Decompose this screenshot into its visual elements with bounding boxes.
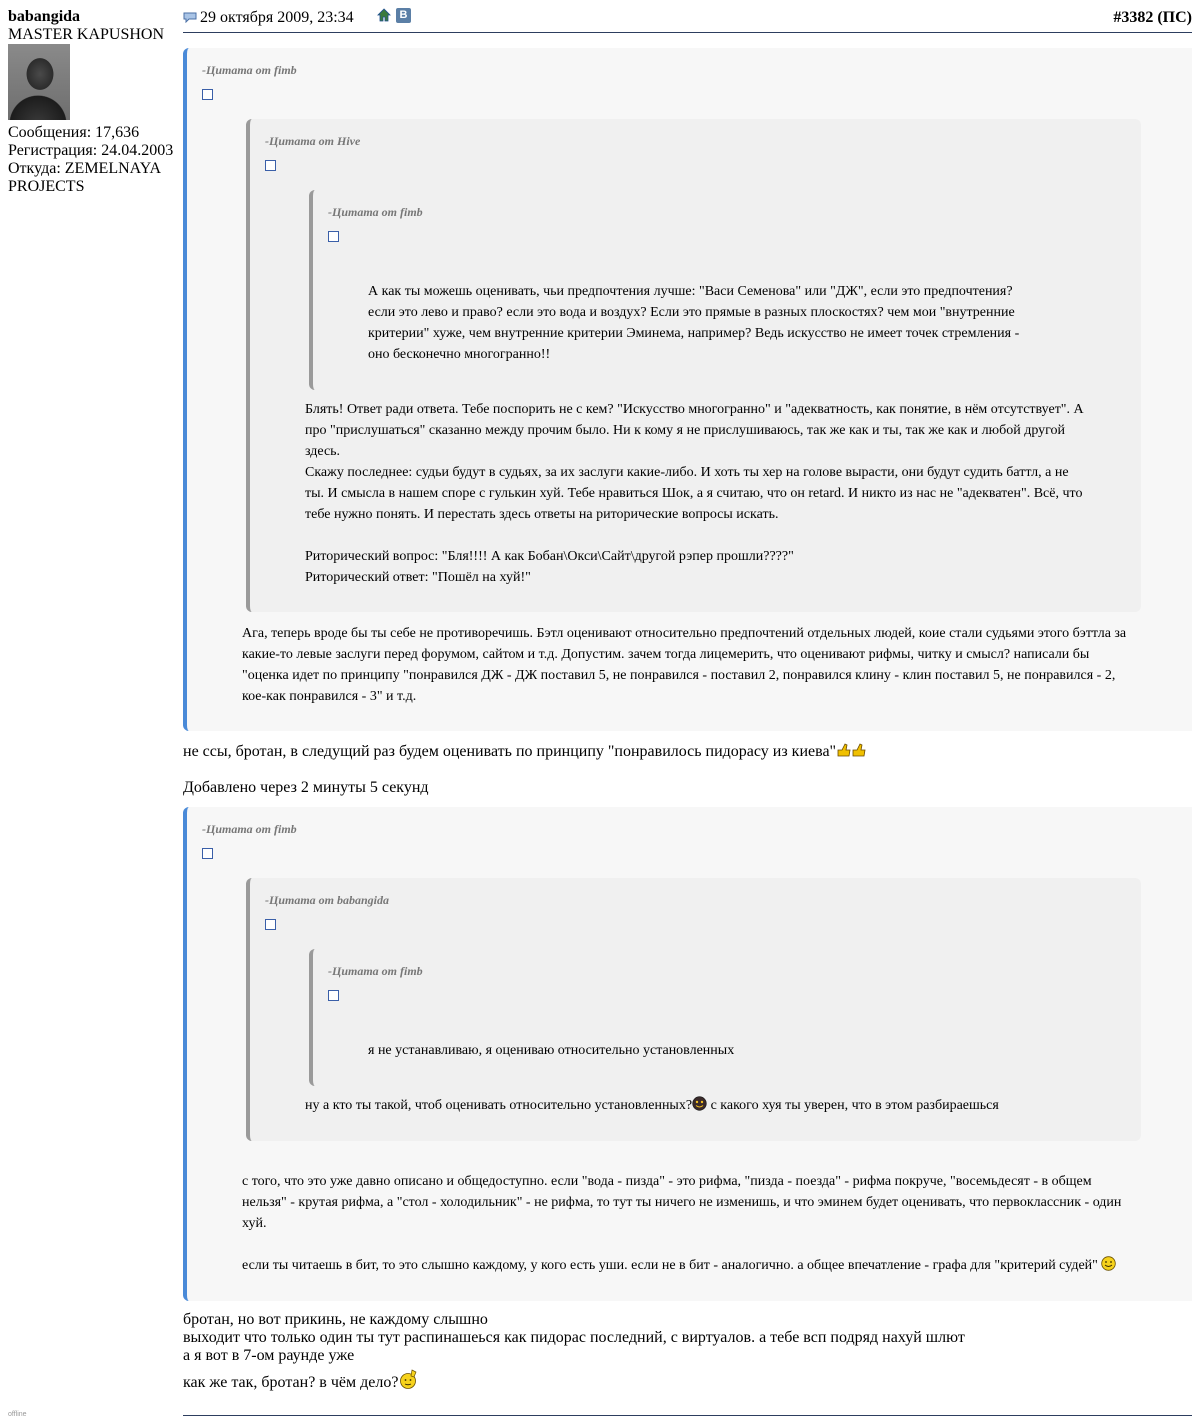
- text-line: [242, 1255, 1192, 1276]
- quote-author: -Цитата от babangida: [265, 893, 390, 907]
- quote-mid: [246, 878, 1141, 1141]
- quote-mid-text: [305, 399, 1140, 588]
- post-header: [183, 0, 1192, 33]
- text-line: кое-как понравился - 3" и т.д.: [242, 689, 417, 704]
- quote-mid-text: [305, 1095, 1140, 1116]
- text-line: хуй.: [242, 1216, 267, 1231]
- quote-author: -Цитата от fimb: [202, 63, 297, 77]
- text-line: критерии" хуже, чем внутренние критерии Эминема, например? Ведь искусство не имеет точек стремления -: [368, 326, 1020, 341]
- location-line-1: Откуда: ZEMELNAYA: [8, 160, 162, 177]
- reply-text: [183, 1311, 1192, 1392]
- online-status: offline: [8, 1411, 27, 1418]
- quote-outer-text: [242, 1171, 1192, 1276]
- quote-author: -Цитата от fimb: [328, 964, 423, 978]
- quote-link-icon[interactable]: [328, 990, 339, 1001]
- text-line: нельзя" - крутая рифма, а "стол - холодильник" - не рифма, то тут ты ничего не изменишь, и что эминем будет оценивать, что первоклассник - один: [242, 1195, 1122, 1210]
- quote-author: -Цитата от Hive: [265, 134, 361, 148]
- text-line: [305, 525, 1140, 546]
- quote-link-icon[interactable]: [265, 919, 276, 930]
- home-icon[interactable]: [377, 8, 391, 22]
- reply-line: не ссы, бротан, в следущий раз будем оценивать по принципу "понравилось пидорасу из киева": [183, 743, 837, 760]
- quote-author: -Цитата от fimb: [328, 205, 423, 219]
- text-line: с какого хуя ты уверен, что в этом разбираешься: [707, 1098, 999, 1113]
- text-line: с того, что это уже давно описано и общедоступно. если "вода - пизда" - это рифма, "пизда - поезда" - рифма покруче, "восемьдесят - в общем: [242, 1174, 1092, 1189]
- post-separator: [183, 1415, 1192, 1416]
- quote-link-icon[interactable]: [202, 848, 213, 859]
- share-icons: [377, 8, 411, 26]
- quote-link-icon[interactable]: [328, 231, 339, 242]
- username[interactable]: babangida: [8, 8, 81, 25]
- text-line: про "прислушаться" сказанно между прочим было. Ни к кому я не прислушиваюсь, так же как и ты, так же как и любой другой: [305, 423, 1066, 438]
- quote-inner-text: [368, 281, 1088, 365]
- reply-line: выходит что только один ты тут распинашеься как пидорас последний, с виртуалов. а тебе всп подряд нахуй шлют: [183, 1329, 965, 1346]
- post-date: 29 октября 2009, 23:34: [200, 9, 354, 26]
- text-line: Риторический вопрос: "Бля!!!! А как Бобан\Окси\Сайт\другой рэпер прошли????": [305, 549, 794, 564]
- location-line-2: PROJECTS: [8, 178, 85, 195]
- added-note: Добавлено через 2 минуты 5 секунд: [183, 779, 429, 796]
- reply-line: как же так, бротан? в чём дело?: [183, 1374, 399, 1391]
- scratching-head-smiley-icon: [398, 1368, 420, 1390]
- text-line: Скажу последнее: судьи будут в судьях, за их заслуги какие-либо. И хоть ты хер на голове вырасти, они будут судить баттл, а не: [305, 465, 1069, 480]
- text-line: "оценка идет по принципу "понравился ДЖ - ДЖ поставил 5, не понравился - поставил 2, понравился клину - клин поставил 5, не понравился - 2,: [242, 668, 1116, 683]
- dark-smiley-icon: [692, 1096, 707, 1111]
- text-line: Ага, теперь вроде бы ты себе не противоречишь. Бэтл оценивают относительно предпочтений отдельных людей, коие стали судьями этого бэттла за: [242, 626, 1127, 641]
- text-line: здесь.: [305, 444, 341, 459]
- text-line: какие-то левые заслуги перед форумом, сайтом и т.д. Допустим. зачем тогда лицемерить, что оценивают рифмы, читку и смысл? написали бы: [242, 647, 1090, 662]
- text-line: если ты читаешь в бит, то это слышно каждому, у кого есть уши. если не в бит - аналогично. а общее впечатление - графа для "критерий судей": [242, 1258, 1098, 1273]
- thumbs-up-icon: [836, 742, 868, 758]
- quote-author: -Цитата от fimb: [202, 822, 297, 836]
- quote-outer: [183, 48, 1192, 731]
- avatar[interactable]: [8, 44, 70, 120]
- reply-line-wrap: [183, 1368, 1192, 1392]
- quote-link-icon[interactable]: [202, 89, 213, 100]
- text-line: Риторический ответ: "Пошёл на хуй!": [305, 570, 531, 585]
- smiley-icon: [1101, 1256, 1116, 1271]
- vk-share-icon[interactable]: В: [396, 8, 411, 23]
- reply-text: [183, 742, 1192, 761]
- registration-date: Регистрация: 24.04.2003: [8, 142, 174, 159]
- reply-line: бротан, но вот прикинь, не каждому слышно: [183, 1311, 488, 1328]
- text-line: ну а кто ты такой, чтоб оценивать относительно установленных?: [305, 1098, 693, 1113]
- user-info: [8, 8, 178, 196]
- text-line: А как ты можешь оценивать, чьи предпочтения лучше: "Васи Семенова" или "ДЖ", если это предпочтения?: [368, 284, 1013, 299]
- quote-mid: [246, 119, 1141, 612]
- quote-inner: [309, 190, 1084, 390]
- quote-inner: [309, 949, 1084, 1086]
- post-number[interactable]: #3382 (ПС): [1113, 9, 1192, 26]
- quote-outer: [183, 807, 1192, 1301]
- text-line: если это лево и право? если это вода и воздух? Если это прямые в разных плоскостях? чем мои "внутренние: [368, 305, 1015, 320]
- text-line: оно бесконечно многогранно!!: [368, 347, 551, 362]
- text-line: ты. И смысла в нашем споре с гулькин хуй. Тебе нравиться Шок, а я считаю, что он retard. И никто из нас не "адекватен". Всё, что: [305, 486, 1083, 501]
- speech-bubble-icon: [183, 12, 197, 23]
- text-line: Блять! Ответ ради ответа. Тебе поспорить не с кем? "Искусство многогранно" и "адекватность, как понятие, в нём отсутствует". А: [305, 402, 1084, 417]
- post-count: Сообщения: 17,636: [8, 124, 140, 141]
- quote-link-icon[interactable]: [265, 160, 276, 171]
- user-title: MASTER KAPUSHON: [8, 26, 165, 43]
- reply-line: а я вот в 7-ом раунде уже: [183, 1347, 355, 1364]
- post-date-wrap: [183, 9, 354, 27]
- post: [183, 0, 1192, 1391]
- quote-inner-text: я не устанавливаю, я оцениваю относительно установленных: [368, 1043, 735, 1058]
- text-line: тебе нужно понять. И перестать здесь ответы на риторические вопросы искать.: [305, 507, 779, 522]
- quote-outer-text: [242, 623, 1192, 707]
